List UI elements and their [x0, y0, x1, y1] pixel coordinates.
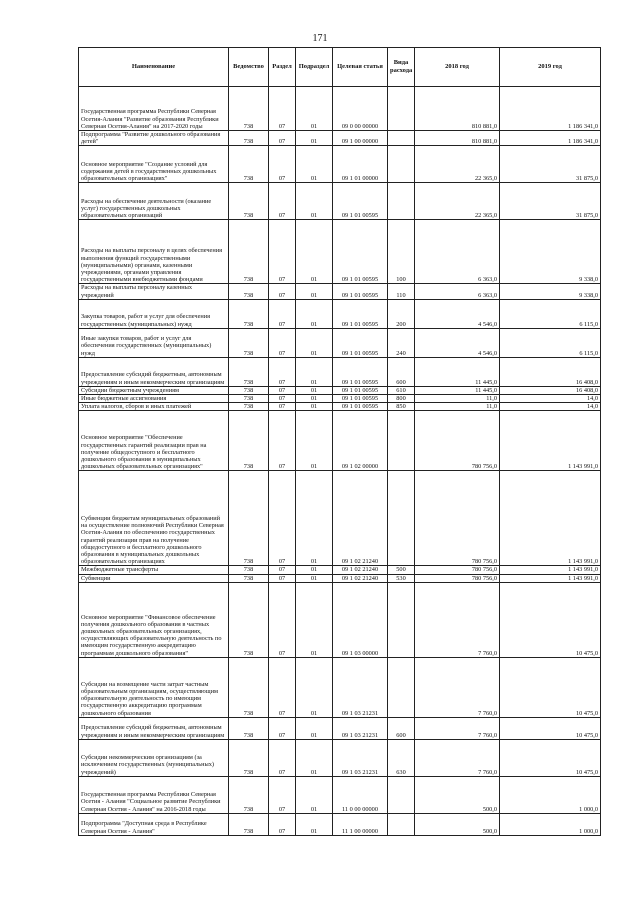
table-cell-section: 07	[269, 386, 296, 394]
table-cell-2019: 6 115,0	[500, 299, 601, 328]
table-cell-dept: 738	[229, 574, 269, 582]
table-cell-2018: 11 445,0	[415, 386, 500, 394]
table-cell-expense-type	[388, 813, 415, 835]
table-header-row	[79, 48, 601, 87]
table-cell-dept: 738	[229, 183, 269, 220]
table-cell-expense-type: 200	[388, 299, 415, 328]
table-row	[79, 357, 601, 386]
table-cell-name: Субсидии бюджетным учреждениям	[79, 386, 229, 394]
table-cell-section: 07	[269, 284, 296, 299]
table-cell-dept: 738	[229, 566, 269, 574]
table-cell-dept: 738	[229, 386, 269, 394]
table-cell-2018: 22 365,0	[415, 146, 500, 183]
table-cell-section: 07	[269, 582, 296, 657]
table-cell-2019: 9 338,0	[500, 220, 601, 284]
table-cell-name: Расходы на обеспечение деятельности (оказание услуг) государственных дошкольных образовательных организаций	[79, 183, 229, 220]
table-row	[79, 657, 601, 717]
table-cell-2019: 1 186 341,0	[500, 87, 601, 131]
table-cell-2018: 810 881,0	[415, 131, 500, 146]
table-cell-2018: 780 756,0	[415, 411, 500, 471]
table-cell-article: 09 1 01 00595	[333, 299, 388, 328]
table-cell-subsection: 01	[296, 87, 333, 131]
table-cell-name: Расходы на выплаты персоналу казенных учреждений	[79, 284, 229, 299]
table-cell-2018: 7 760,0	[415, 582, 500, 657]
header-2019: 2019 год	[500, 48, 601, 87]
table-row	[79, 739, 601, 776]
table-body	[79, 87, 601, 836]
table-row	[79, 146, 601, 183]
table-cell-name: Расходы на выплаты персоналу в целях обеспечения выполнения функций государственными (муниципальными) органами, казенными учреждениями, органами управления государственными внебюджетными фондами	[79, 220, 229, 284]
table-cell-name: Иные закупки товаров, работ и услуг для обеспечения государственных (муниципальных) нужд	[79, 328, 229, 357]
table-cell-name: Субвенции	[79, 574, 229, 582]
table-cell-dept: 738	[229, 657, 269, 717]
table-cell-subsection: 01	[296, 395, 333, 403]
header-subsection: Подраздел	[296, 48, 333, 87]
table-cell-2018: 7 760,0	[415, 717, 500, 739]
table-cell-expense-type	[388, 582, 415, 657]
table-cell-article: 09 1 00 00000	[333, 131, 388, 146]
table-row	[79, 328, 601, 357]
table-row	[79, 582, 601, 657]
table-cell-dept: 738	[229, 717, 269, 739]
table-cell-section: 07	[269, 813, 296, 835]
table-cell-article: 09 1 01 00595	[333, 357, 388, 386]
table-cell-name: Предоставление субсидий бюджетным, автономным учреждениям и иным некоммерческим организациям	[79, 717, 229, 739]
table-cell-dept: 738	[229, 471, 269, 566]
table-cell-name: Закупка товаров, работ и услуг для обеспечения государственных (муниципальных) нужд	[79, 299, 229, 328]
table-cell-subsection: 01	[296, 657, 333, 717]
table-cell-name: Подпрограмма "Развитие дошкольного образования детей"	[79, 131, 229, 146]
table-cell-section: 07	[269, 357, 296, 386]
table-cell-2018: 11 445,0	[415, 357, 500, 386]
table-cell-section: 07	[269, 328, 296, 357]
table-cell-dept: 738	[229, 411, 269, 471]
table-cell-name: Уплата налогов, сборов и иных платежей	[79, 403, 229, 411]
table-cell-dept: 738	[229, 357, 269, 386]
table-cell-2018: 7 760,0	[415, 739, 500, 776]
table-row	[79, 220, 601, 284]
table-cell-2018: 780 756,0	[415, 566, 500, 574]
table-cell-dept: 738	[229, 582, 269, 657]
table-cell-subsection: 01	[296, 357, 333, 386]
table-cell-section: 07	[269, 471, 296, 566]
table-cell-expense-type: 530	[388, 574, 415, 582]
table-cell-dept: 738	[229, 87, 269, 131]
table-cell-subsection: 01	[296, 284, 333, 299]
table-cell-subsection: 01	[296, 566, 333, 574]
table-cell-dept: 738	[229, 299, 269, 328]
table-cell-dept: 738	[229, 220, 269, 284]
header-2018: 2018 год	[415, 48, 500, 87]
table-cell-article: 09 1 02 21240	[333, 566, 388, 574]
table-cell-2019: 1 143 991,0	[500, 471, 601, 566]
table-cell-article: 09 1 01 00595	[333, 220, 388, 284]
table-cell-article: 09 1 03 00000	[333, 582, 388, 657]
table-cell-article: 09 1 03 21231	[333, 717, 388, 739]
table-cell-subsection: 01	[296, 739, 333, 776]
table-cell-expense-type	[388, 131, 415, 146]
table-cell-expense-type	[388, 146, 415, 183]
table-cell-name: Субсидии некоммерческим организациям (за исключением государственных (муниципальных) учреждений)	[79, 739, 229, 776]
table-cell-subsection: 01	[296, 471, 333, 566]
table-row	[79, 299, 601, 328]
table-cell-section: 07	[269, 403, 296, 411]
table-cell-expense-type: 110	[388, 284, 415, 299]
table-cell-subsection: 01	[296, 328, 333, 357]
table-cell-dept: 738	[229, 284, 269, 299]
table-cell-subsection: 01	[296, 813, 333, 835]
table-cell-2019: 31 875,0	[500, 183, 601, 220]
table-cell-2019: 14,0	[500, 403, 601, 411]
table-cell-article: 11 1 00 00000	[333, 813, 388, 835]
budget-table	[78, 47, 601, 836]
table-cell-2018: 780 756,0	[415, 471, 500, 566]
header-article: Целевая статья	[333, 48, 388, 87]
table-cell-name: Предоставление субсидий бюджетным, автономным учреждениям и иным некоммерческим организациям	[79, 357, 229, 386]
table-cell-section: 07	[269, 299, 296, 328]
table-cell-expense-type: 610	[388, 386, 415, 394]
table-cell-2019: 1 000,0	[500, 776, 601, 813]
table-cell-article: 09 0 00 00000	[333, 87, 388, 131]
table-cell-subsection: 01	[296, 220, 333, 284]
table-cell-section: 07	[269, 183, 296, 220]
table-cell-section: 07	[269, 131, 296, 146]
table-cell-article: 09 1 03 21231	[333, 657, 388, 717]
table-cell-dept: 738	[229, 403, 269, 411]
table-cell-dept: 738	[229, 776, 269, 813]
header-section: Раздел	[269, 48, 296, 87]
table-cell-2019: 1 000,0	[500, 813, 601, 835]
table-cell-expense-type	[388, 471, 415, 566]
table-cell-name: Основное мероприятие "Обеспечение государственных гарантий реализации прав на получение общедоступного и бесплатного дошкольного образования в муниципальных дошкольных образовательных организациях"	[79, 411, 229, 471]
table-cell-section: 07	[269, 776, 296, 813]
table-row	[79, 776, 601, 813]
table-cell-2018: 7 760,0	[415, 657, 500, 717]
table-cell-2019: 10 475,0	[500, 717, 601, 739]
table-cell-article: 09 1 01 00595	[333, 403, 388, 411]
table-cell-article: 09 1 01 00595	[333, 328, 388, 357]
table-row	[79, 131, 601, 146]
table-cell-article: 09 1 01 00595	[333, 386, 388, 394]
table-cell-dept: 738	[229, 131, 269, 146]
table-cell-subsection: 01	[296, 717, 333, 739]
table-cell-2018: 4 546,0	[415, 299, 500, 328]
table-cell-name: Основное мероприятие "Финансовое обеспечение получения дошкольного образования в частных дошкольных образовательных организациях, осуществляющих образовательную деятельность по имеющим государственную аккредитацию программам дошкольного образования"	[79, 582, 229, 657]
table-cell-expense-type: 600	[388, 357, 415, 386]
table-cell-2019: 1 143 991,0	[500, 566, 601, 574]
table-cell-2019: 9 338,0	[500, 284, 601, 299]
table-cell-2018: 6 363,0	[415, 284, 500, 299]
table-cell-dept: 738	[229, 146, 269, 183]
table-cell-expense-type: 100	[388, 220, 415, 284]
table-cell-article: 09 1 02 21240	[333, 471, 388, 566]
table-cell-2018: 6 363,0	[415, 220, 500, 284]
table-cell-section: 07	[269, 739, 296, 776]
table-cell-name: Государственная программа Республики Северная Осетия - Алания "Социальное развитие Республики Северная Осетия - Алания" на 2016-2018 годы	[79, 776, 229, 813]
table-cell-dept: 738	[229, 739, 269, 776]
table-cell-expense-type: 600	[388, 717, 415, 739]
table-cell-expense-type	[388, 411, 415, 471]
table-cell-2018: 22 365,0	[415, 183, 500, 220]
table-cell-name: Иные бюджетные ассигнования	[79, 395, 229, 403]
table-cell-2019: 1 186 341,0	[500, 131, 601, 146]
table-cell-2019: 10 475,0	[500, 739, 601, 776]
table-cell-article: 09 1 02 00000	[333, 411, 388, 471]
table-cell-2019: 1 143 991,0	[500, 574, 601, 582]
table-cell-subsection: 01	[296, 403, 333, 411]
table-row	[79, 574, 601, 582]
table-cell-dept: 738	[229, 813, 269, 835]
table-row	[79, 717, 601, 739]
table-cell-section: 07	[269, 87, 296, 131]
table-cell-dept: 738	[229, 395, 269, 403]
table-cell-subsection: 01	[296, 386, 333, 394]
table-cell-section: 07	[269, 717, 296, 739]
table-cell-article: 09 1 01 00595	[333, 284, 388, 299]
table-cell-2019: 31 875,0	[500, 146, 601, 183]
table-cell-2018: 11,0	[415, 403, 500, 411]
table-cell-section: 07	[269, 657, 296, 717]
table-cell-2018: 4 546,0	[415, 328, 500, 357]
table-cell-subsection: 01	[296, 776, 333, 813]
table-cell-section: 07	[269, 146, 296, 183]
table-row	[79, 395, 601, 403]
table-cell-section: 07	[269, 566, 296, 574]
table-cell-subsection: 01	[296, 574, 333, 582]
table-cell-article: 11 0 00 00000	[333, 776, 388, 813]
table-cell-name: Межбюджетные трансферты	[79, 566, 229, 574]
table-cell-expense-type	[388, 657, 415, 717]
table-row	[79, 284, 601, 299]
table-cell-name: Субсидии на возмещение части затрат частным образовательным организациям, осуществляющим образовательную деятельность по имеющим государственную аккредитацию программам дошкольного образования	[79, 657, 229, 717]
table-cell-expense-type	[388, 87, 415, 131]
table-cell-2019: 1 143 991,0	[500, 411, 601, 471]
table-cell-2019: 6 115,0	[500, 328, 601, 357]
table-cell-article: 09 1 02 21240	[333, 574, 388, 582]
table-cell-name: Подпрограмма "Доступная среда в Республике Северная Осетия - Алания"	[79, 813, 229, 835]
header-expense-type: Вида расхода	[388, 48, 415, 87]
table-cell-subsection: 01	[296, 299, 333, 328]
table-cell-expense-type: 800	[388, 395, 415, 403]
header-dept: Ведомство	[229, 48, 269, 87]
table-cell-2019: 10 475,0	[500, 582, 601, 657]
table-cell-2019: 16 408,0	[500, 386, 601, 394]
header-name: Наименование	[79, 48, 229, 87]
table-cell-2019: 14,0	[500, 395, 601, 403]
table-cell-expense-type	[388, 183, 415, 220]
table-cell-expense-type: 500	[388, 566, 415, 574]
table-row	[79, 87, 601, 131]
table-cell-2019: 10 475,0	[500, 657, 601, 717]
table-cell-subsection: 01	[296, 146, 333, 183]
table-cell-name: Государственная программа Республики Северная Осетия-Алания "Развитие образования Республики Северная Осетия-Алания" на 2017-2020 годы	[79, 87, 229, 131]
table-cell-section: 07	[269, 220, 296, 284]
table-cell-expense-type: 850	[388, 403, 415, 411]
page-number: 171	[312, 33, 328, 44]
table-cell-article: 09 1 03 21231	[333, 739, 388, 776]
table-row	[79, 411, 601, 471]
table-row	[79, 813, 601, 835]
table-cell-section: 07	[269, 574, 296, 582]
table-cell-name: Основное мероприятие "Создание условий для содержания детей в государственных дошкольных образовательных организациях"	[79, 146, 229, 183]
table-cell-article: 09 1 01 00000	[333, 146, 388, 183]
table-cell-2019: 16 408,0	[500, 357, 601, 386]
table-cell-2018: 780 756,0	[415, 574, 500, 582]
table-cell-subsection: 01	[296, 582, 333, 657]
table-row	[79, 183, 601, 220]
table-cell-dept: 738	[229, 328, 269, 357]
table-cell-2018: 810 881,0	[415, 87, 500, 131]
table-cell-section: 07	[269, 411, 296, 471]
table-cell-2018: 500,0	[415, 776, 500, 813]
table-cell-2018: 500,0	[415, 813, 500, 835]
table-cell-subsection: 01	[296, 131, 333, 146]
table-cell-subsection: 01	[296, 183, 333, 220]
table-row	[79, 403, 601, 411]
table-cell-expense-type: 240	[388, 328, 415, 357]
table-row	[79, 471, 601, 566]
table-cell-article: 09 1 01 00595	[333, 395, 388, 403]
table-cell-expense-type	[388, 776, 415, 813]
table-cell-subsection: 01	[296, 411, 333, 471]
table-cell-section: 07	[269, 395, 296, 403]
table-cell-expense-type: 630	[388, 739, 415, 776]
table-row	[79, 386, 601, 394]
table-cell-2018: 11,0	[415, 395, 500, 403]
table-cell-name: Субвенции бюджетам муниципальных образований на осуществление полномочий Республики Северная Осетия-Алания по обеспечению государственных гарантий реализации прав на получение общедоступного и бесплатного дошкольного образования в муниципальных дошкольных образовательных организациях	[79, 471, 229, 566]
table-cell-article: 09 1 01 00595	[333, 183, 388, 220]
table-row	[79, 566, 601, 574]
